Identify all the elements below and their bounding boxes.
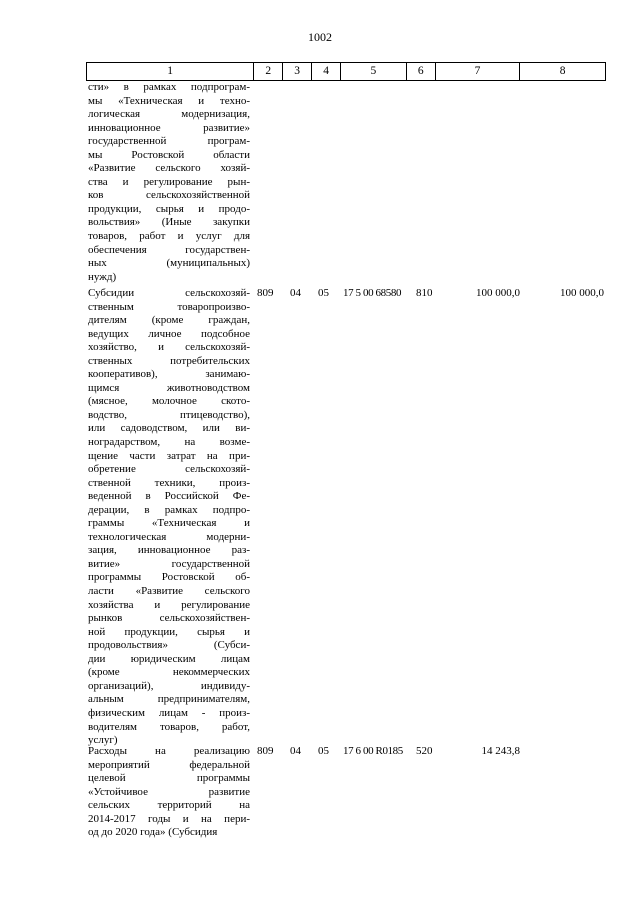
description-line: мы Ростовской области — [88, 148, 250, 161]
page-number: 1002 — [308, 30, 332, 44]
description-line: дителям (кроме граждан, — [88, 314, 250, 327]
description-line: «Развитие сельского хозяй- — [88, 162, 250, 175]
description-line: кооперативов), занимаю- — [88, 368, 250, 381]
description-line: сти» в рамках подпрограм- — [88, 81, 250, 93]
header-col-6: 6 — [407, 63, 436, 80]
description-line: ственным товаропроизво- — [88, 300, 250, 313]
description-line: витие» государственной — [88, 557, 250, 570]
description-line: ной продукции, сырья и — [88, 625, 250, 638]
description-line: вольствия» (Иные закупки — [88, 216, 250, 229]
description-line: хозяйство, и сельскохозяй- — [88, 341, 250, 354]
description-line: од до 2020 года» (Субсидия — [88, 826, 218, 839]
description-line: сельских территорий на — [88, 799, 250, 812]
cell-col-2: 809 — [257, 287, 274, 299]
description-line: водителям товаров, работ, — [88, 720, 250, 733]
description-line: логическая модернизация, — [88, 108, 250, 121]
description-line: дии юридическим лицам — [88, 652, 250, 665]
row-description — [88, 745, 250, 840]
description-line: программы Ростовской об- — [88, 571, 250, 584]
cell-col-6: 810 — [416, 287, 433, 299]
description-line: ласти «Развитие сельского — [88, 585, 250, 598]
description-line: Субсидии сельскохозяй- — [88, 287, 250, 299]
table-header-row — [86, 62, 606, 81]
cell-col-4: 05 — [318, 745, 329, 757]
cell-col-3: 04 — [290, 745, 301, 757]
description-line: обретение сельскохозяй- — [88, 463, 250, 476]
cell-col-4: 05 — [318, 287, 329, 299]
description-line: водство, птицеводство), — [88, 408, 250, 421]
description-line: ственной техники, произ- — [88, 476, 250, 489]
cell-col-7: 14 243,8 — [481, 745, 520, 757]
row-description — [88, 81, 250, 284]
description-line: веденной в Российской Фе- — [88, 490, 250, 503]
description-line: технологическая модерни- — [88, 530, 250, 543]
row-description — [88, 287, 250, 748]
description-line: (кроме некоммерческих — [88, 666, 250, 679]
header-col-3: 3 — [283, 63, 312, 80]
description-line: продовольствия» (Субси- — [88, 639, 250, 652]
description-line: товаров, работ и услуг для — [88, 230, 250, 243]
cell-col-5: 17 6 00 R0185 — [343, 745, 403, 757]
description-line: ков сельскохозяйственной — [88, 189, 250, 202]
description-line: организаций), индивиду- — [88, 679, 250, 692]
description-line: продукции, сырья и продо- — [88, 202, 250, 215]
description-line: ных (муниципальных) — [88, 257, 250, 270]
header-col-2: 2 — [254, 63, 283, 80]
description-line: мероприятий федеральной — [88, 758, 250, 771]
header-col-5: 5 — [341, 63, 407, 80]
description-line: физическим лицам - произ- — [88, 706, 250, 719]
cell-col-5: 17 5 00 68580 — [343, 287, 402, 299]
description-line: ноградарством, на возме- — [88, 436, 250, 449]
header-col-1: 1 — [87, 63, 254, 80]
description-line: щимся животноводством — [88, 381, 250, 394]
description-line: (мясное, молочное ското- — [88, 395, 250, 408]
description-line: щение части затрат на при- — [88, 449, 250, 462]
cell-col-3: 04 — [290, 287, 301, 299]
description-line: рынков сельскохозяйствен- — [88, 612, 250, 625]
description-line: «Устойчивое развитие — [88, 785, 250, 798]
description-line: зация, инновационное раз- — [88, 544, 250, 557]
header-col-4: 4 — [312, 63, 341, 80]
cell-col-7: 100 000,0 — [476, 287, 520, 299]
description-line: обеспечения государствен- — [88, 243, 250, 256]
description-line: ства и регулирование рын- — [88, 175, 250, 188]
header-col-7: 7 — [436, 63, 521, 80]
description-line: нужд) — [88, 270, 117, 283]
cell-col-8: 100 000,0 — [560, 287, 604, 299]
description-line: ведущих личное подсобное — [88, 327, 250, 340]
description-line: дерации, в рамках подпро- — [88, 503, 250, 516]
header-col-8: 8 — [559, 65, 566, 77]
description-line: граммы «Техническая и — [88, 517, 250, 530]
description-line: целевой программы — [88, 772, 250, 785]
description-line: государственной програм- — [88, 135, 250, 148]
description-line: 2014-2017 годы и на пери- — [88, 812, 250, 825]
description-line: инновационное развитие» — [88, 121, 250, 134]
cell-col-2: 809 — [257, 745, 274, 757]
description-line: или садоводством, или ви- — [88, 422, 250, 435]
description-line: услуг) — [88, 734, 118, 747]
description-line: ственных потребительских — [88, 354, 250, 367]
description-line: альным предпринимателям, — [88, 693, 250, 706]
cell-col-6: 520 — [416, 745, 433, 757]
description-line: Расходы на реализацию — [88, 745, 250, 757]
description-line: мы «Техническая и техно- — [88, 94, 250, 107]
description-line: хозяйства и регулирование — [88, 598, 250, 611]
